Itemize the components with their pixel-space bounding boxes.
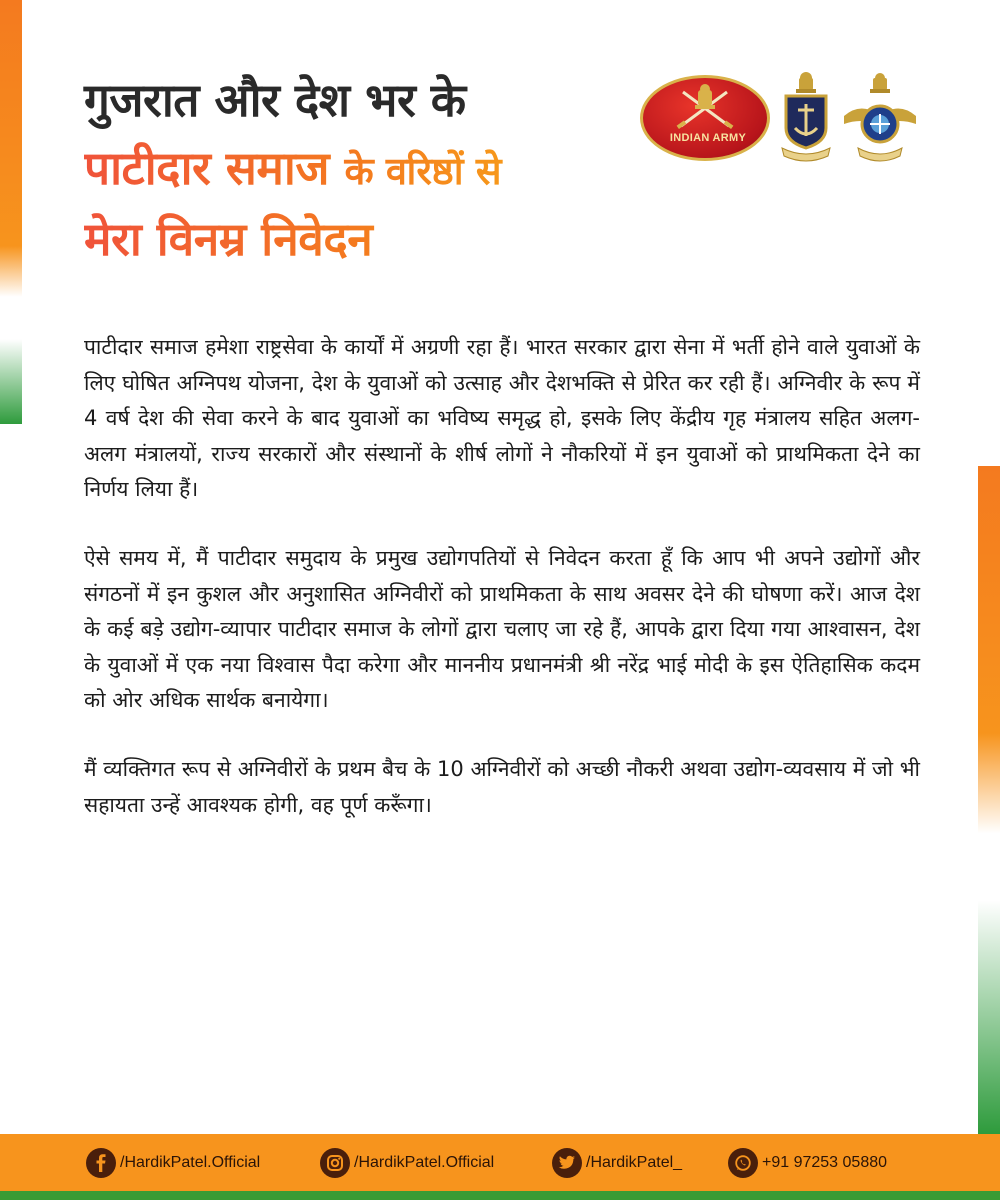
instagram-handle: /HardikPatel.Official [354, 1154, 495, 1171]
instagram-icon [320, 1148, 350, 1178]
paragraph-1: पाटीदार समाज हमेशा राष्ट्रसेवा के कार्यों में अग्रणी रहा हैं। भारत सरकार द्वारा सेना में भर्ती होने वाले युवाओं के लिए घोषित अग्निपथ योजना, देश के युवाओं को उत्साह और देशभक्ति से प्रेरित कर रही हैं। अग्निवीर के रूप में 4 वर्ष देश की सेवा करने के बाद युवाओं का भविष्य समृद्ध हो, इसके लिए केंद्रीय गृह मंत्रालय सहित अलग-अलग मंत्रालयों, राज्य सरकारों और संस्थानों के शीर्ष लोगों ने नौकरियों में इन युवाओं को प्राथमिकता देने का निर्णय लिया हैं। [84, 335, 920, 502]
headline [84, 66, 624, 273]
headline-line-1: गुजरात और देश भर के [84, 73, 466, 127]
headline-line-2-tail: के वरिष्ठों से [344, 149, 502, 193]
contact-footer [0, 1134, 1000, 1200]
indian-navy-crest-icon [778, 70, 834, 166]
indian-army-emblem-icon [640, 75, 770, 161]
paragraph-2: ऐसे समय में, मैं पाटीदार समुदाय के प्रमुख उद्योगपतियों से निवेदन करता हूँ कि आप भी अपने उद्योगों और संगठनों में इन कुशल और अनुशासित अग्निवीरों को प्राथमिकता के साथ अवसर देने की घोषणा करें। आज देश के कई बड़े उद्योग-व्यापार पाटीदार समाज के लोगों द्वारा चलाए जा रहे हैं, आपके द्वारा दिया गया आश्वासन, देश के युवाओं में एक नया विश्वास पैदा करेगा और माननीय प्रधानमंत्री श्री नरेंद्र भाई मोदी के इस ऐतिहासिक कदम को ओर अधिक सार्थक बनायेगा। [84, 545, 920, 713]
facebook-icon [86, 1148, 116, 1178]
headline-line-2 [84, 134, 624, 205]
letter-body [84, 330, 920, 856]
whatsapp-icon [728, 1148, 758, 1178]
headline-line-2-main: पाटीदार समाज [84, 141, 329, 195]
whatsapp-contact[interactable] [728, 1148, 887, 1178]
twitter-icon [552, 1148, 582, 1178]
indian-air-force-crest-icon [840, 72, 920, 168]
facebook-contact[interactable] [86, 1148, 260, 1178]
footer-green-band [0, 1191, 1000, 1200]
armed-forces-emblems [640, 70, 930, 170]
twitter-contact[interactable] [552, 1148, 682, 1178]
paragraph-3: मैं व्यक्तिगत रूप से अग्निवीरों के प्रथम बैच के 10 अग्निवीरों को अच्छी नौकरी अथवा उद्योग-व्यवसाय में जो भी सहायता उन्हें आवश्यक होगी, वह पूर्ण करूँगा। [84, 756, 920, 817]
instagram-contact[interactable] [320, 1148, 494, 1178]
twitter-handle: /HardikPatel_ [586, 1154, 683, 1171]
whatsapp-number: +91 97253 05880 [762, 1154, 888, 1171]
army-label: INDIAN ARMY [669, 132, 747, 144]
headline-line-3: मेरा विनम्र निवेदन [84, 205, 624, 273]
facebook-handle: /HardikPatel.Official [120, 1154, 261, 1171]
tricolor-stripe-left [0, 0, 22, 424]
tricolor-stripe-right [978, 466, 1000, 1134]
